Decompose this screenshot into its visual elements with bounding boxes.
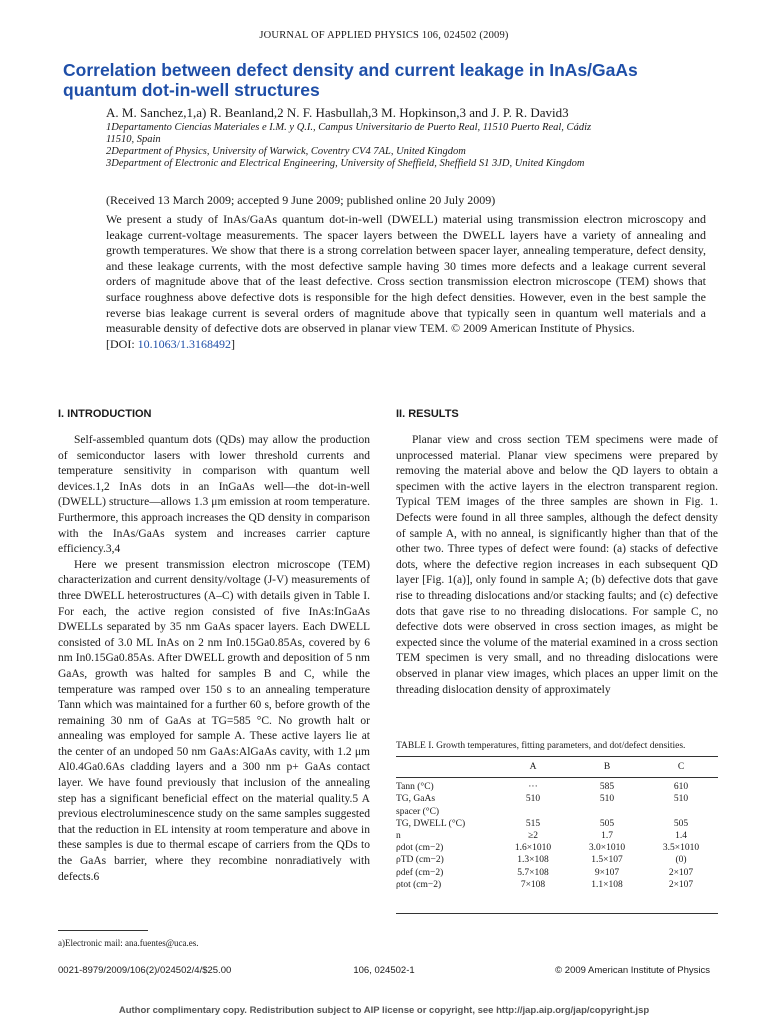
- results-column: [396, 433, 718, 698]
- table-cell: 5.7×108: [517, 867, 549, 878]
- results-heading: II. RESULTS: [396, 408, 459, 420]
- table-cell: 2×107: [668, 867, 694, 878]
- table-cell: TG, DWELL (°C): [396, 818, 466, 829]
- affiliations: [106, 122, 606, 170]
- table-caption: TABLE I. Growth temperatures, fitting parameters, and dot/defect densities.: [396, 741, 686, 751]
- intro-column: [58, 433, 370, 885]
- table-cell: 3.5×1010: [662, 843, 700, 854]
- table-header-cell: [396, 762, 496, 774]
- intro-heading: I. INTRODUCTION: [58, 408, 152, 420]
- intro-paragraph-2: Here we present transmission electron microscope (TEM) characterization and current density/voltage (J-V) measurements of three DWELL heterostructures (A–C) with details given in Table I. For each, the active region consisted of five InAs:InGaAs DWELLs separated by 35 nm GaAs spacer layers. Each DWELL consisted of 3.0 ML InAs on 2 nm In0.15Ga0.85As, covered by 6 nm In0.15Ga0.85As. After DWELL growth and deposition of 5 nm GaAs, growth was halted for samples B and C, while the temperature was ramped over 150 s to an annealing temperature Tann which was maintained for a further 60 s, before growth of the remaining 30 nm of GaAs at TG=585 °C. No growth halt or annealing was employed for sample A. These active layers lie at the center of an undoped 50 nm GaAs:AlGaAs cavity, with 1.2 μm Al0.4Ga0.6As cladding layers and a 300 nm p+ GaAs contact layer. We have found previously that inclusion of the annealing step has a significant beneficial effect on the material quality.5 A previous electroluminescence study on the same samples suggested that the reduction in EL intensity at room temperature and above in these samples is due to thermal escape of carriers from the QDs to the GaAs barrier, where they recombine nonradiatively with defects.6: [58, 558, 370, 883]
- doi-prefix: [DOI:: [106, 336, 138, 351]
- table-row: [396, 819, 718, 831]
- data-table: [396, 762, 718, 892]
- table-row: [396, 794, 718, 806]
- table-mid-rule: [396, 777, 718, 778]
- table-cell: [644, 807, 718, 819]
- table-row: [396, 855, 718, 867]
- table-cell: [570, 807, 644, 819]
- table-cell: [496, 807, 570, 819]
- abstract: [106, 212, 706, 352]
- table-row: [396, 807, 718, 819]
- table-row: [396, 843, 718, 855]
- table-cell: 9×107: [594, 867, 620, 878]
- table-cell: 1.6×1010: [514, 843, 552, 854]
- table-cell: 505: [599, 818, 615, 829]
- table-top-rule: [396, 756, 718, 757]
- table-cell: ρdef (cm−2): [396, 867, 444, 878]
- table-cell: TG, GaAs: [396, 794, 436, 805]
- affiliation-2: 2Department of Physics, University of Warwick, Coventry CV4 7AL, United Kingdom: [106, 146, 466, 157]
- table-cell: 510: [673, 794, 689, 805]
- abstract-text: We present a study of InAs/GaAs quantum dot-in-well (DWELL) material using transmission electron microscopy and leakage current-voltage measurements. The spacer layers between the DWELL layers have a variety of annealing and growth temperatures. We show that there is a strong correlation between spacer layer, annealing temperature, defect density, and these leakage currents, with the most defective sample having 30 times more defects and a leakage current several orders of magnitude above that of the least defective. Cross section transmission electron microscope (TEM) shows that surface roughness above defective dots is responsible for the high defect densities. However, even in the best sample the reverse bias leakage current is several orders of magnitude above that typically seen in quantum well materials and a measurable density of defective dots are observed in planar view TEM. © 2009 American Institute of Physics.: [106, 212, 706, 336]
- table-cell: 610: [673, 782, 689, 793]
- table-header-row: [396, 762, 718, 774]
- footer-copyright: © 2009 American Institute of Physics: [555, 965, 710, 976]
- table-row: [396, 868, 718, 880]
- table-row: [396, 880, 718, 892]
- author-list: A. M. Sanchez,1,a) R. Beanland,2 N. F. Hasbullah,3 M. Hopkinson,3 and J. P. R. David3: [106, 105, 569, 120]
- footnote-rule: [58, 930, 148, 931]
- table-cell: 510: [599, 794, 615, 805]
- affiliation-3: 3Department of Electronic and Electrical Engineering, University of Sheffield, Sheffield S1 3JD, United Kingdom: [106, 158, 585, 169]
- page-number: 106, 024502-1: [353, 965, 415, 976]
- table-cell: ≥2: [528, 830, 538, 841]
- table-cell: 7×108: [520, 879, 546, 890]
- table-header-cell: A: [529, 762, 537, 772]
- table-cell: (0): [675, 855, 687, 866]
- table-cell: 1.5×107: [591, 855, 623, 866]
- doi-suffix: ]: [231, 336, 236, 351]
- table-cell: 505: [673, 818, 689, 829]
- received-dates: (Received 13 March 2009; accepted 9 June 2009; published online 20 July 2009): [106, 193, 496, 207]
- table-cell: 3.0×1010: [588, 843, 626, 854]
- doi-link[interactable]: 10.1063/1.3168492: [137, 336, 232, 351]
- footnote: a)Electronic mail: ana.fuentes@uca.es.: [58, 938, 199, 948]
- intro-paragraph-1: Self-assembled quantum dots (QDs) may allow the production of semiconductor lasers with lower threshold currents and temperature sensitivity in comparison with quantum well devices.1,2 InAs dots in an InGaAs well—the dot-in-well (DWELL) structure—allows 1.3 μm emission at room temperature. Furthermore, this approach increases the QD density in comparison with the InAs/GaAs system and increases carrier capture efficiency.3,4: [58, 434, 370, 556]
- table-cell: 1.3×108: [517, 855, 549, 866]
- table-cell: 1.4: [675, 830, 687, 841]
- table-cell: n: [396, 830, 401, 841]
- issn-info: 0021-8979/2009/106(2)/024502/4/$25.00: [58, 965, 232, 976]
- table-cell: ρTD (cm−2): [396, 855, 444, 866]
- table-cell: 585: [599, 782, 615, 793]
- table-cell: 2×107: [668, 879, 694, 890]
- table-cell: ρtot (cm−2): [396, 879, 442, 890]
- table-cell: spacer (°C): [396, 806, 440, 817]
- affiliation-1: 1Departamento Ciencias Materiales e I.M. y Q.I., Campus Universitario de Puerto Real, 11510 Puerto Real, Cádiz 11510, Spain: [106, 122, 592, 145]
- table-cell: ···: [528, 782, 538, 793]
- table-header-cell: C: [677, 762, 685, 772]
- journal-header: JOURNAL OF APPLIED PHYSICS 106, 024502 (2009): [259, 30, 509, 41]
- table-row: [396, 782, 718, 794]
- table-cell: 1.1×108: [591, 879, 623, 890]
- results-paragraph: Planar view and cross section TEM specimens were made of unprocessed material. Planar view specimens were prepared by removing the material above and below the QD layers to obtain a specimen with the active layers in the electron transparent region. Typical TEM images of the three samples are shown in Fig. 1. Defects were found in all three samples, although the defect density of sample A, with no anneal, is significantly higher than that of the other two. Three types of defect were found: (a) stacks of defective dots, where the defective region increases in each subsequent QD layer [Fig. 1(a)], only found in sample A; (b) defective dots that gave rise to threading dislocations and/or stacking faults; and (c) defective dots that gave rise to no threading dislocations. For sample C, no defective dots were observed in cross section images, as might be expected since the volume of the material examined in a cross section TEM specimen is very small, and no threading dislocations were observed in planar view images, which places an upper limit on the threading dislocation density of approximately: [396, 434, 718, 696]
- table-bottom-rule: [396, 913, 718, 914]
- copyright-notice: Author complimentary copy. Redistribution subject to AIP license or copyright, see http://jap.aip.org/jap/copyright.jsp: [118, 1005, 650, 1016]
- paper-title: Correlation between defect density and current leakage in InAs/GaAs quantum dot-in-well structures: [63, 60, 638, 100]
- table-cell: 1.7: [601, 830, 613, 841]
- table-cell: 510: [525, 794, 541, 805]
- table-row: [396, 831, 718, 843]
- table-cell: Tann (°C): [396, 782, 434, 793]
- table-header-cell: B: [603, 762, 611, 772]
- table-cell: ρdot (cm−2): [396, 843, 444, 854]
- table-cell: 515: [525, 818, 541, 829]
